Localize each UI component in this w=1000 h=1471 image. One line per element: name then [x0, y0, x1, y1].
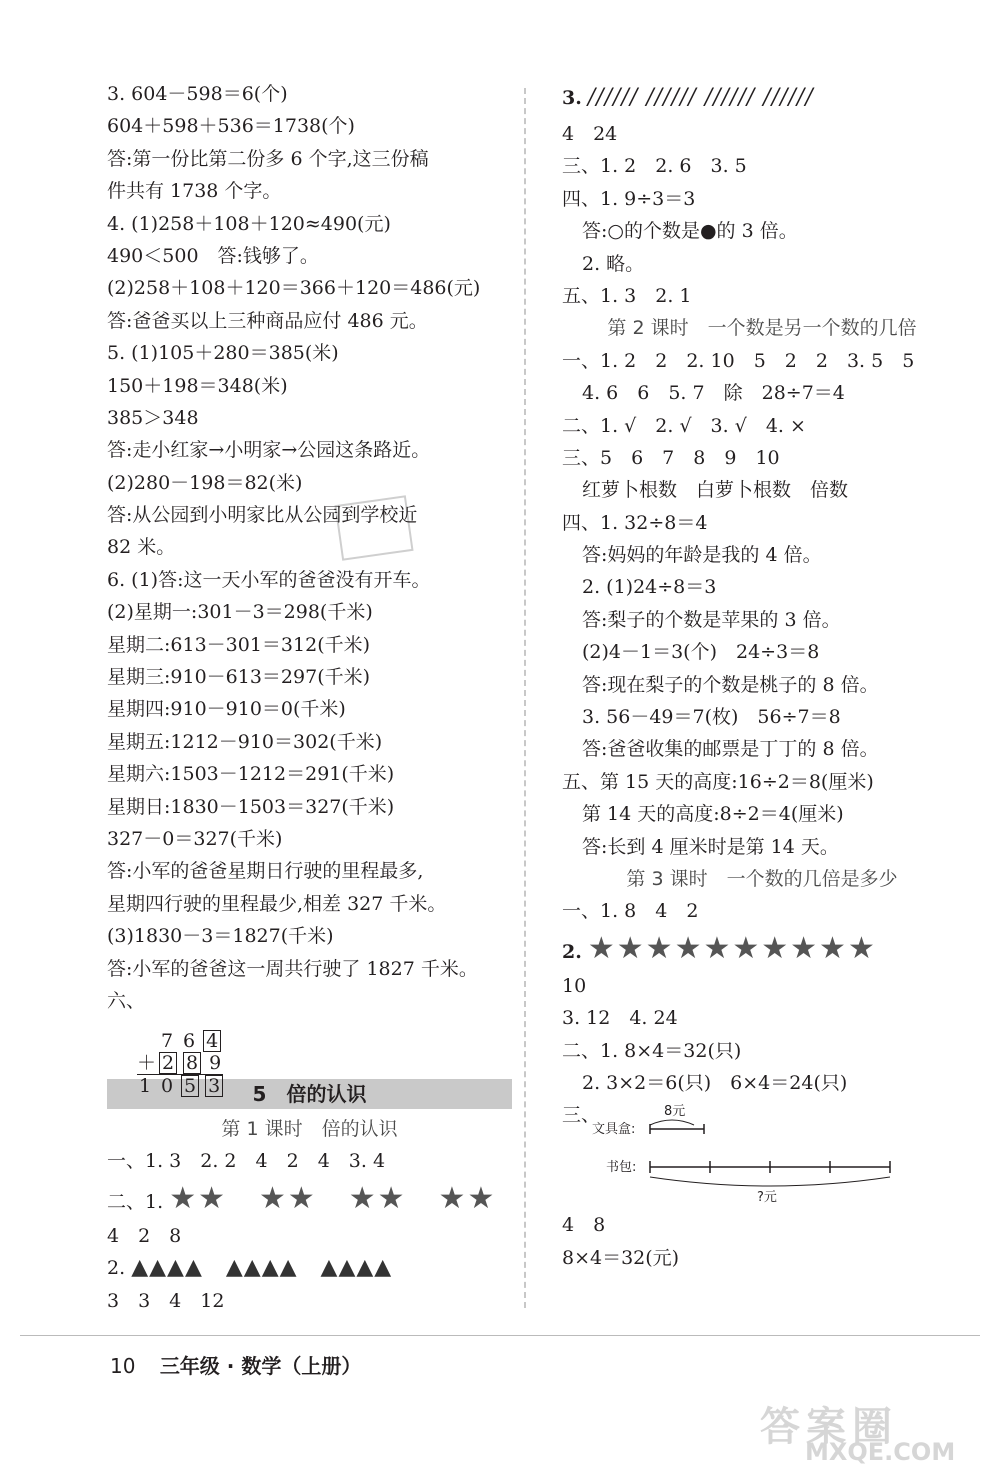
- answer-line: 五、1. 3 2. 1: [562, 284, 692, 307]
- answer-line: 件共有 1738 个字。: [107, 180, 282, 203]
- answer-box: 3: [205, 1075, 223, 1097]
- answer-line: 82 米。: [107, 536, 176, 559]
- answer-line: 3. 56－49＝7(枚) 56÷7＝8: [582, 706, 841, 729]
- column-divider: [524, 88, 526, 1308]
- star-groups-icon: ★★ ★★ ★★ ★★: [169, 1180, 497, 1216]
- q2-label: 二、1.: [107, 1190, 164, 1213]
- answer-line: 490＜500 答:钱够了。: [107, 244, 319, 267]
- brace-bottom: [650, 1177, 890, 1186]
- right-answer-lines-b: [562, 345, 962, 863]
- answer-line: 4. 6 6 5. 7 除 28÷7＝4: [582, 382, 845, 405]
- right-answer-lines-a: [562, 118, 962, 312]
- watermark-site: MXQE.COM: [805, 1438, 956, 1466]
- page-number: 10: [110, 1354, 136, 1378]
- l3-q3: 3. 12 4. 24: [562, 1007, 678, 1030]
- l3-q2-answer: 10: [562, 974, 587, 997]
- answer-line: 三、1. 2 2. 6 3. 5: [562, 155, 747, 178]
- diagram-row2-label: 书包:: [606, 1160, 637, 1176]
- answer-line: 604＋598＋536＝1738(个): [107, 115, 355, 138]
- answer-line: 答:妈妈的年龄是我的 4 倍。: [582, 544, 822, 567]
- left-column: [107, 78, 512, 1317]
- answer-line: 星期日:1830－1503＝327(千米): [107, 795, 395, 818]
- answer-line: 四、1. 32÷8＝4: [562, 511, 708, 534]
- q2-answer: 4 2 8: [107, 1224, 182, 1247]
- answer-line: 一、1. 2 2 2. 10 5 2 2 3. 5 5: [562, 349, 915, 372]
- tally-marks: ////// ////// ////// //////: [587, 85, 814, 110]
- page-footer: [110, 1350, 361, 1379]
- section-banner: 5 倍的认识: [107, 1079, 512, 1109]
- answer-line: 红萝卜根数 白萝卜根数 倍数: [582, 479, 849, 502]
- addition-row-3: 1 0 5 3: [137, 1075, 223, 1097]
- answer-line: 答:小军的爸爸这一周共行驶了 1827 千米。: [107, 957, 478, 980]
- r3-row: [562, 78, 962, 118]
- l3-san: 三、: [562, 1104, 601, 1127]
- lesson1-q1: 一、1. 3 2. 2 4 2 4 3. 4: [107, 1150, 386, 1173]
- six-label: 六、: [107, 989, 146, 1012]
- l3-q2-label: 2.: [562, 940, 582, 963]
- answer-line: 星期二:613－301＝312(千米): [107, 633, 371, 656]
- star-row-icon: ★★★★★★★★★★: [587, 930, 877, 966]
- answer-line: 2. 略。: [582, 252, 645, 275]
- left-answer-lines: [107, 78, 512, 985]
- watermark-badge: 答案圈: [760, 1404, 898, 1450]
- line-diagram: [562, 1099, 962, 1209]
- answer-line: 答:走小红家→小明家→公园这条路近。: [107, 439, 431, 462]
- answer-line: 4. (1)258＋108＋120≈490(元): [107, 212, 391, 235]
- l3-q1: 一、1. 8 4 2: [562, 900, 699, 923]
- answer-line: 星期六:1503－1212＝291(千米): [107, 763, 395, 786]
- book-title: 三年级 · 数学（上册）: [159, 1354, 362, 1378]
- answer-line: 第 14 天的高度:8÷2＝4(厘米): [582, 803, 844, 826]
- answer-line: 答:爸爸买以上三种商品应付 486 元。: [107, 309, 428, 332]
- triangle-groups-icon: ▲▲▲▲ ▲▲▲▲ ▲▲▲▲: [131, 1255, 393, 1281]
- l3-ans1: 4 8: [562, 1214, 606, 1237]
- answer-line: (2)258＋108＋120＝366＋120＝486(元): [107, 277, 481, 300]
- segment-diagram: [592, 1099, 952, 1209]
- answer-line: 答:第一份比第二份多 6 个字,这三份稿: [107, 147, 429, 170]
- answer-line: 327－0＝327(千米): [107, 827, 283, 850]
- answer-line: 3. 604－598＝6(个): [107, 83, 288, 105]
- lesson-2-title: 第 2 课时 一个数是另一个数的几倍: [607, 317, 917, 340]
- answer-line: 四、1. 9÷3＝3: [562, 187, 696, 210]
- vertical-addition: [137, 1030, 223, 1097]
- answer-line: 答:现在梨子的个数是桃子的 8 倍。: [582, 673, 879, 696]
- answer-line: 二、1. √ 2. √ 3. √ 4. ×: [562, 414, 806, 437]
- answer-box: 4: [203, 1030, 221, 1052]
- addition-row-2: ＋ 2 8 9: [137, 1052, 222, 1074]
- footer-rule: [20, 1335, 980, 1336]
- lesson-1-title: 第 1 课时 倍的认识: [221, 1117, 398, 1140]
- answer-line: 答:长到 4 厘米时是第 14 天。: [582, 835, 839, 858]
- l3-q2: [562, 928, 962, 970]
- answer-line: 6. (1)答:这一天小军的爸爸没有开车。: [107, 568, 431, 591]
- answer-line: 4 24: [562, 123, 618, 145]
- answer-line: 星期三:910－613＝297(千米): [107, 666, 371, 689]
- q2b-answer: 3 3 4 12: [107, 1289, 225, 1312]
- brace-top: [650, 1120, 694, 1125]
- answer-line: 5. (1)105＋280＝385(米): [107, 342, 339, 365]
- diagram-top-label: 8元: [664, 1104, 686, 1120]
- lesson-3-title: 第 3 课时 一个数的几倍是多少: [626, 867, 898, 890]
- answer-line: (2)星期一:301－3＝298(千米): [107, 601, 373, 624]
- q2b-label: 2.: [107, 1257, 126, 1280]
- right-column: [562, 78, 962, 1274]
- l3-ans2: 8×4＝32(元): [562, 1246, 680, 1269]
- diagram-bottom-label: ?元: [757, 1190, 777, 1206]
- answer-line: 2. (1)24÷8＝3: [582, 576, 717, 599]
- addition-row-1: 7 6 4: [137, 1030, 223, 1052]
- answer-line: 答:爸爸收集的邮票是丁丁的 8 倍。: [582, 738, 879, 761]
- l3-er1: 二、1. 8×4＝32(只): [562, 1039, 742, 1062]
- diagram-row1-label: 文具盒:: [592, 1122, 636, 1138]
- answer-line: 答:梨子的个数是苹果的 3 倍。: [582, 608, 841, 631]
- answer-line: 星期五:1212－910＝302(千米): [107, 730, 383, 753]
- r3-label: 3.: [562, 87, 582, 109]
- answer-line: 三、5 6 7 8 9 10: [562, 446, 780, 469]
- answer-line: (2)280－198＝82(米): [107, 471, 303, 494]
- answer-line: 答:小军的爸爸星期日行驶的里程最多,: [107, 860, 424, 883]
- answer-box: 8: [183, 1052, 201, 1074]
- answer-line: (2)4－1＝3(个) 24÷3＝8: [582, 641, 820, 664]
- answer-box: 5: [181, 1075, 199, 1097]
- answer-line: (3)1830－3＝1827(千米): [107, 925, 334, 948]
- answer-line: 星期四:910－910＝0(千米): [107, 698, 346, 721]
- answer-line: 150＋198＝348(米): [107, 374, 288, 397]
- answer-line: 385＞348: [107, 406, 199, 429]
- answer-line: 星期四行驶的里程最少,相差 327 千米。: [107, 892, 447, 915]
- answer-line: 五、第 15 天的高度:16÷2＝8(厘米): [562, 770, 874, 793]
- lesson1-q2: [107, 1178, 512, 1220]
- l3-er2: 2. 3×2＝6(只) 6×4＝24(只): [582, 1071, 848, 1094]
- answer-line: 答:○的个数是●的 3 倍。: [582, 220, 798, 243]
- lesson1-q2b: [107, 1252, 512, 1284]
- answer-line: 答:从公园到小明家比从公园到学校近: [107, 504, 418, 527]
- answer-box: 2: [159, 1052, 177, 1074]
